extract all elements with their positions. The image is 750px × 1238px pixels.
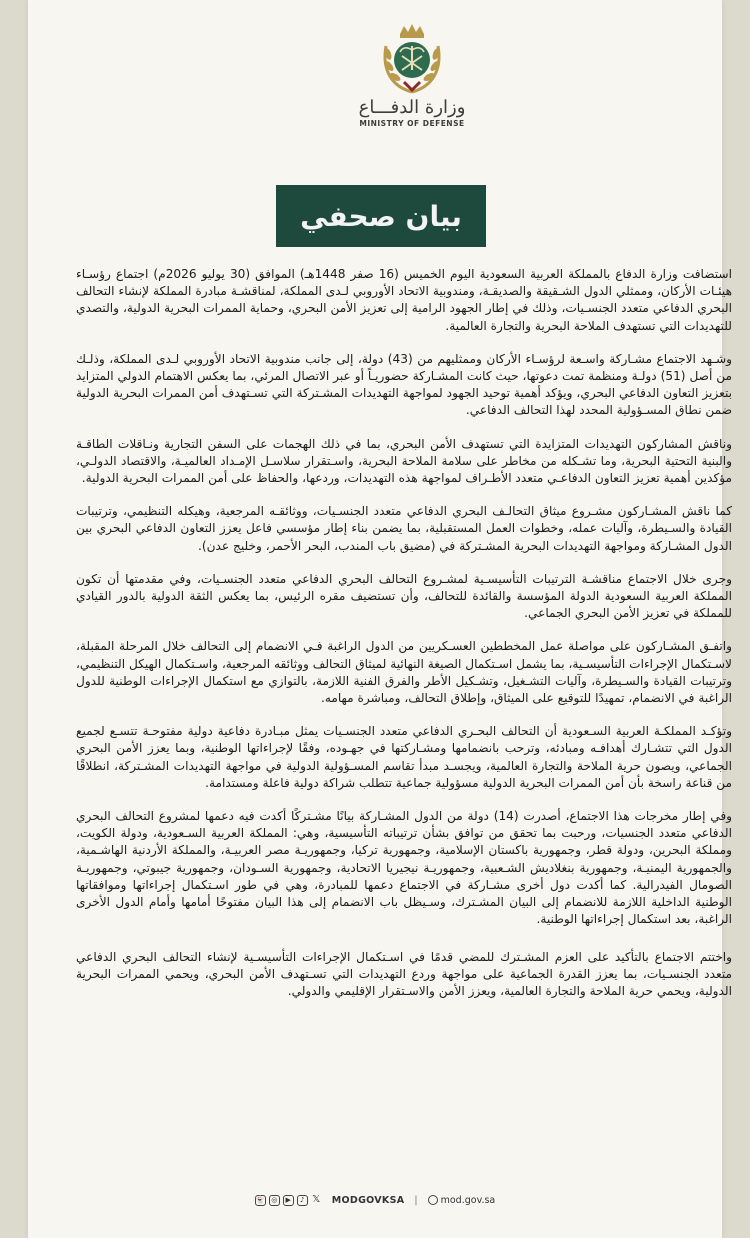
social-icons — [255, 1195, 322, 1206]
instagram-icon[interactable]: ◎ — [269, 1195, 280, 1206]
paragraph: واختتم الاجتماع بالتأكيد على العزم المشـترك للمضي قدمًا في اسـتكمال الإجراءات التأسيسـية لإنشاء التحالف البحري الدفاعي متعدد الجنسـيات، بما يعزز القدرة الجماعية على مواجهة وردع التهديدات التي تسـتهدف الأمن البحري، ويحمي الممرات البحرية الدولية، ويحمي حرية الملاحة والتجارة العالمية، ويعزز الأمن والاسـتقرار الإقليمي والدولي. — [76, 949, 732, 998]
social-handle[interactable]: MODGOVKSA — [331, 1194, 405, 1206]
paragraph: استضافت وزارة الدفاع بالمملكة العربية السعودية اليوم الخميس (16 صفر 1448هـ) الموافق (30 يوليو 2026م) اجتماع رؤسـاء هيئـات الأركان، وممثلي الدول الشـقيقة والصديقـة، ومندوبية الاتحاد الأوروبي لـدى المملكة، لمناقشـة مبادرة المملكة لإنشاء التحالف البحري الدفاعي متعدد الجنسـيات، وذلك في إطار الجهود الرامية إلى تعزيز الأمن البحري، وحماية الممرات البحرية الدولية، والتصدي للتهديدات التي تستهدف الملاحة البحرية والتجارة العالمية. — [76, 267, 732, 333]
website-link[interactable] — [428, 1195, 496, 1206]
paragraph: وشـهد الاجتماع مشـاركة واسـعة لرؤسـاء الأركان وممثليهم من (43) دولة، إلى جانب مندوبية الاتحاد الأوروبي لـدى المملكة، وذلـك من أصل (51) دولـة ومنظمة تمت دعوتها، حيث كانت المشـاركة حضوريـاً أو عبر الاتصال المرئي، بما يعكس الاهتمام الدولي المتزايد بتعزيز التعاون الدفاعي البحري، ويؤكد أهمية توحيد الجهود لمواجهة التهديدات المشـتركة التي تسـتهدف أمن الممرات البحرية الدولية ضمن نطاق المسـؤولية المحدد لهذا التحالف الدفاعي. — [76, 351, 732, 418]
ministry-name-arabic: وزارة الدفـــاع — [358, 97, 466, 118]
ministry-of-defense-emblem-icon — [376, 20, 448, 98]
paragraph: وتؤكـد المملكـة العربية السـعودية أن التحالف البحـري الدفاعي متعدد الجنسـيات يمثل مبـادرة دفاعية دولية مفتوحـة تتسـع لجميع الدول التي تتشـارك أهدافـه ومبادئه، وترحب بانضمامها ومشـاركتها في جهـوده، وفقًا لإجراءاتها الوطنية، وبما يعزز الأمن البحري الجماعي، ويصون حرية الملاحة والتجارة العالمية، ويجسـد مبدأ تقاسم المسـؤولية الدولية في مواجهة التهديدات المشـتركة، انطلاقًا من قناعة راسخة بأن أمن الممرات البحرية الدولية مسؤولية جماعية تتطلب شراكة دولية فاعلة ومستدامة. — [76, 724, 732, 790]
tiktok-icon[interactable]: ♪ — [297, 1195, 308, 1206]
ministry-logo — [352, 20, 472, 150]
paragraph: كما ناقش المشـاركون مشـروع ميثاق التحالـف البحري الدفاعي متعدد الجنسـيات، ووثائقـه المرجعية، وهيكله التنظيمي، وترتيبات القيادة والسـيطرة، وآليات عمله، وخطوات العمل المستقبلية، بما يضمن بناء إطار مؤسسي فاعل يعزز التعاون الدفاعي البحري بين الدول المشـاركة ومواجهة التهديدات البحرية المشـتركة في (مضيق باب المندب، البحر الأحمر، وخليج عدن). — [76, 504, 732, 553]
paragraph: وفي إطار مخرجات هذا الاجتماع، أصدرت (14) دولة من الدول المشـاركة بيانًا مشـتركًا أكدت فيه دعمها لمشروع التحالف البحري الدفاعي متعدد الجنسيات، ورحبت بما تحقق من توافق بشأن ترتيباته التأسيسية، وهي: المملكة العربية السـعودية، ودولة الكويت، ومملكة البحرين، ودولة قطر، وجمهورية باكستان الإسلامية، وجمهورية تركيا، وجمهوريـة مصر العربيـة، والمملكة الأردنية الهاشـمية، والجمهورية اليمنيـة، وجمهورية بنغلاديش الشـعبية، وجمهوريـة نيجيريا الاتحادية، وجمهورية السـودان، وجمهورية جيبوتي، وجمهوريـة الصومال الفيدرالية. كما أكدت دول أخرى مشـاركة في الاجتماع دعمها للمبادرة، وهي في طور اسـتكمال إجراءاتها وموافقاتها الوطنية الداخلية اللازمة للانضمام إلى البيان المشـترك، وسـيظل باب الانضمام إلى هذا البيان مفتوحًا أمامها وأمام الدول الأخرى الراغبة، بعد استكمال إجراءاتها الوطنية. — [76, 809, 732, 927]
paragraph: وناقش المشاركون التهديدات المتزايدة التي تستهدف الأمن البحري، بما في ذلك الهجمات على السفن التجارية ونـاقلات الطاقـة والبنية التحتية البحرية، وما تشـكله من مخاطر على سلامة الملاحة البحرية، واسـتقرار سلاسـل الإمـداد العالميـة، والاقتصاد الدولـي، مؤكدين أهمية تعزيز التعاون الدفاعـي متعدد الأطـراف لمواجهة هذه التهديدات، وردعها، والحفاظ على أمن الممرات البحرية الدولية. — [76, 436, 732, 486]
title-banner — [276, 185, 486, 247]
paragraph: واتفـق المشـاركون على مواصلة عمل المخططين العسـكريين من الدول الراغبة فـي الانضمام إلى التحالف خلال المرحلة المقبلة، لاسـتكمال الإجراءات التأسيسـية، بما يشمل اسـتكمال الصيغة النهائية لميثاق التحالف ووثائقه المرجعية، واسـتكمال الهيكل التنظيمي، وترتيبات القيادة والسـيطرة، وآليات التشـغيل، وتشـكيل الأطر والفرق الفنية اللازمة، بالتوازي مع استكمال الإجراءات الوطنية للدول الراغبة في الانضمام، تمهيدًا للتوقيع على الميثاق، وإطلاق التحالف، ومباشرة مهامه. — [76, 639, 732, 706]
ministry-name-english: MINISTRY OF DEFENSE — [359, 119, 465, 128]
globe-icon — [428, 1195, 438, 1205]
press-release-body — [76, 266, 732, 1016]
press-release-page — [28, 0, 732, 1238]
x-icon[interactable]: 𝕏 — [312, 1193, 321, 1205]
website-text[interactable]: mod.gov.sa — [440, 1194, 496, 1206]
paragraph: وجرى خلال الاجتماع مناقشـة الترتيبات التأسيسـية لمشـروع التحالف البحري الدفاعي متعدد الجنسـيات، وفي مقدمتها أن تكون المملكة العربية السعودية الدولة المؤسسة والقائدة للتحالف، وأن تستضيف مقره الرئيس، بما يعكس الثقة الدولية بالدور القيادي للمملكة في تعزيز الأمن البحري الجماعي. — [76, 571, 732, 621]
snapchat-icon[interactable]: 👻 — [255, 1195, 265, 1204]
footer — [28, 1188, 722, 1212]
youtube-icon[interactable]: ▶ — [283, 1195, 294, 1206]
page-title: بيان صحفي — [300, 199, 462, 233]
footer-divider: | — [414, 1194, 418, 1206]
